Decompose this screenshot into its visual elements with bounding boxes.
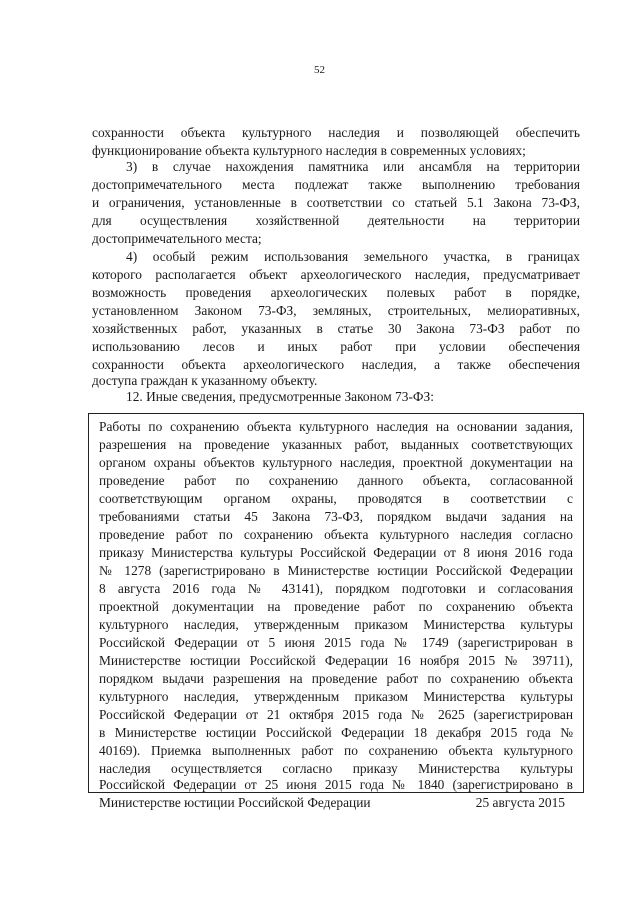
box-line: Российской Федерации от 21 октября 2015 года № 2625 (зарегистрирован — [99, 707, 573, 722]
box-line: № 1278 (зарегистрировано в Министерстве юстиции Российской Федерации — [99, 563, 573, 578]
box-line: разрешения на проведение указанных работ, выданных соответствующих — [99, 437, 573, 452]
para3-line4: установленном Законом 73-ФЗ, земляных, строительных, мелиоративных, — [92, 303, 580, 318]
box-line: в Министерстве юстиции Российской Федерации 18 декабря 2015 года № — [99, 725, 573, 740]
other-info-box — [88, 413, 584, 810]
para3-line2: которого располагается объект археологического наследия, предусматривает — [92, 267, 580, 282]
box-line: проведение работ по сохранению данного объекта, согласованной — [99, 473, 573, 488]
box-line: приказу Министерства культуры Российской Федерации от 8 июня 2016 года — [99, 545, 573, 560]
para3-line7: сохранности объекта археологического наследия, а также обеспечения — [92, 357, 580, 372]
box-line: проведение работ по сохранению объекта культурного наследия согласно — [99, 527, 573, 542]
para2-line4: для осуществления хозяйственной деятельности на территории — [92, 213, 580, 228]
box-line: Российской Федерации от 25 июня 2015 года № 1840 (зарегистрировано в — [99, 777, 573, 792]
box-line: порядком выдачи разрешения на проведение работ по сохранению объекта — [99, 671, 573, 686]
para3-line1: 4) особый режим использования земельного участка, в границах — [126, 249, 580, 264]
page-number: 52 — [314, 64, 325, 76]
box-last-line — [99, 794, 573, 812]
box-line: культурного наследия, утвержденным приказом Министерства культуры — [99, 617, 573, 632]
para1-line1: сохранности объекта культурного наследия и позволяющей обеспечить — [92, 125, 580, 140]
box-line: соответствующим органом охраны, проводятся в соответствии с — [99, 491, 573, 506]
box-line: наследия осуществляется согласно приказу Министерства культуры — [99, 761, 573, 776]
box-line: Министерстве юстиции Российской Федерации 16 ноября 2015 № 39711), — [99, 653, 573, 668]
box-line: требованиями статьи 45 Закона 73-ФЗ, порядком выдачи задания на — [99, 509, 573, 524]
box-line: 40169). Приемка выполненных работ по сохранению объекта культурного — [99, 743, 573, 758]
box-line: проектной документации на проведение работ по сохранению объекта — [99, 599, 573, 614]
para2-line2: достопримечательного места подлежат также выполнению требования — [92, 177, 580, 192]
para3-line5: хозяйственных работ, указанных в статье 30 Закона 73-ФЗ работ по — [92, 321, 580, 336]
para1-line2: функционирование объекта культурного наследия в современных условиях; — [92, 143, 526, 158]
section-heading: 12. Иные сведения, предусмотренные Законом 73-ФЗ: — [126, 389, 434, 404]
box-line: культурного наследия, утвержденным приказом Министерства культуры — [99, 689, 573, 704]
box-last-line-text: Министерстве юстиции Российской Федерации — [99, 795, 371, 810]
para2-line3: и ограничения, установленные в соответствии со статьей 5.1 Закона 73-ФЗ, — [92, 195, 580, 210]
para2-line5: достопримечательного места; — [92, 231, 262, 246]
para2-line1: 3) в случае нахождения памятника или ансамбля на территории — [126, 159, 580, 174]
para3-line6: использованию лесов и иных работ при условии обеспечения — [92, 339, 580, 354]
box-line: 8 августа 2016 года № 43141), порядком подготовки и согласования — [99, 581, 573, 596]
box-line: Работы по сохранению объекта культурного наследия на основании задания, — [99, 419, 573, 434]
box-last-date: 25 августа 2015 — [475, 795, 565, 810]
para3-line8: доступа граждан к указанному объекту. — [92, 373, 318, 388]
box-line: органом охраны объектов культурного наследия, проектной документации на — [99, 455, 573, 470]
box-line: Российской Федерации от 5 июня 2015 года № 1749 (зарегистрирован в — [99, 635, 573, 650]
para3-line3: возможность проведения археологических полевых работ в порядке, — [92, 285, 580, 300]
